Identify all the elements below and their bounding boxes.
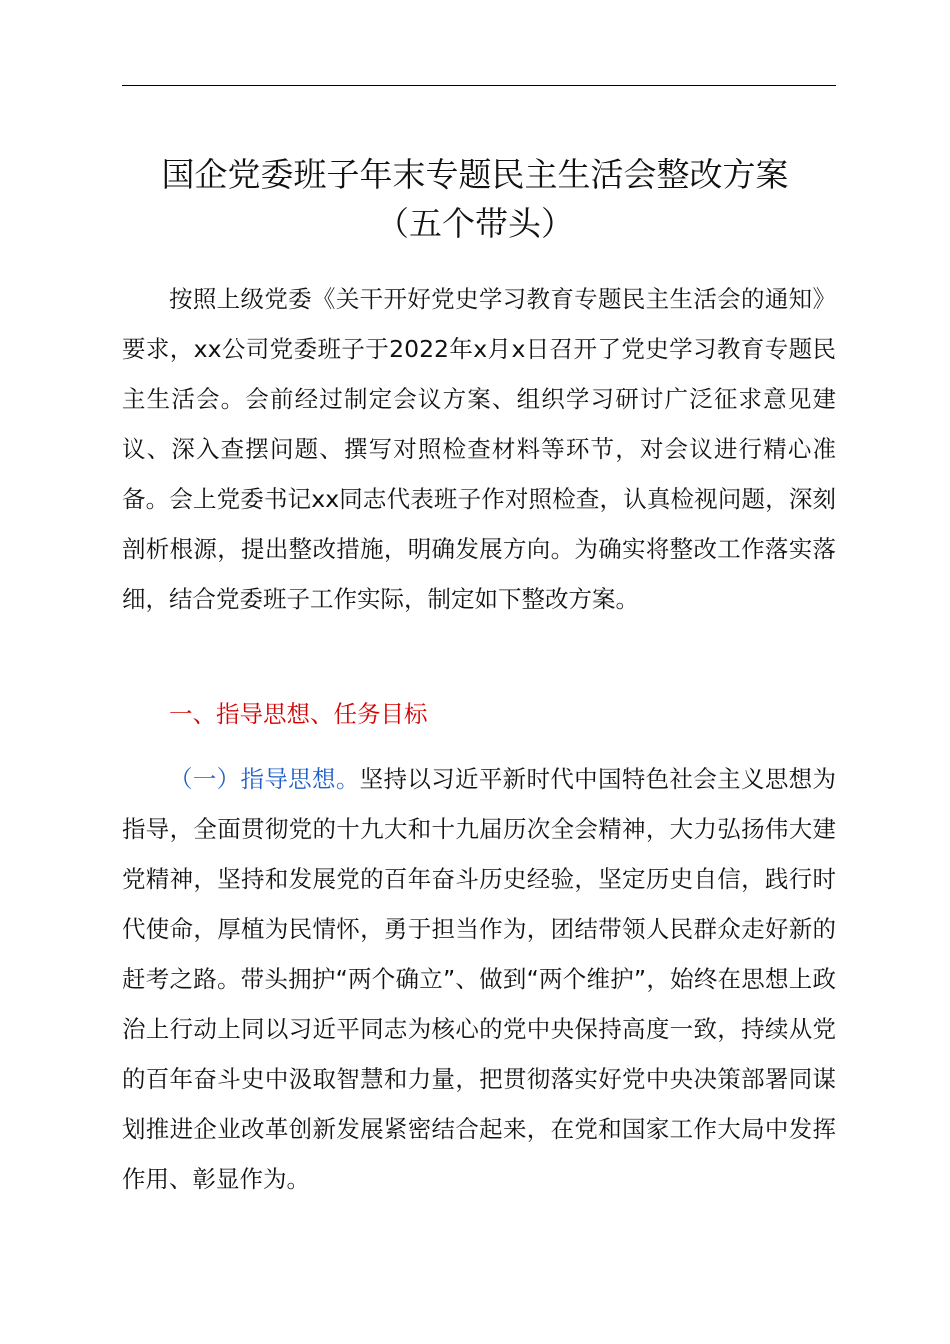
intro-paragraph: 按照上级党委《关干开好党史学习教育专题民主生活会的通知》要求，xx公司党委班子于2022年x月x日召开了党史学习教育专题民主生活会。会前经过制定会议方案、组织学习研讨广泛征求意见建议、深入查摆问题、撰写对照检查材料等环节，对会议进行精心准备。会上党委书记xx同志代表班子作对照检查，认真检视问题，深刻剖析根源，提出整改措施，明确发展方向。为确实将整改工作落实落细，结合党委班子工作实际，制定如下整改方案。 [122,285,836,613]
guiding-thought-paragraph [122,754,836,1204]
document-title: 国企党委班子年末专题民主生活会整改方案 [161,155,789,194]
document-subtitle: （五个带头） [376,204,574,243]
subsection-label: （一）指导思想。 [169,765,360,793]
section-heading-1: 一、指导思想、任务目标 [169,700,428,728]
subsection-body: 坚持以习近平新时代中国特色社会主义思想为指导，全面贯彻党的十九大和十九届历次全会精神，大力弘扬伟大建党精神，坚持和发展党的百年奋斗历史经验，坚定历史自信，践行时代使命，厚植为民情怀，勇于担当作为，团结带领人民群众走好新的赶考之路。带头拥护“两个确立”、做到“两个维护”，始终在思想上政治上行动上同以习近平同志为核心的党中央保持高度一致，持续从党的百年奋斗史中汲取智慧和力量，把贯彻落实好党中央决策部署同谋划推进企业改革创新发展紧密结合起来，在党和国家工作大局中发挥作用、彰显作为。 [122,765,837,1193]
header-rule [122,85,836,86]
